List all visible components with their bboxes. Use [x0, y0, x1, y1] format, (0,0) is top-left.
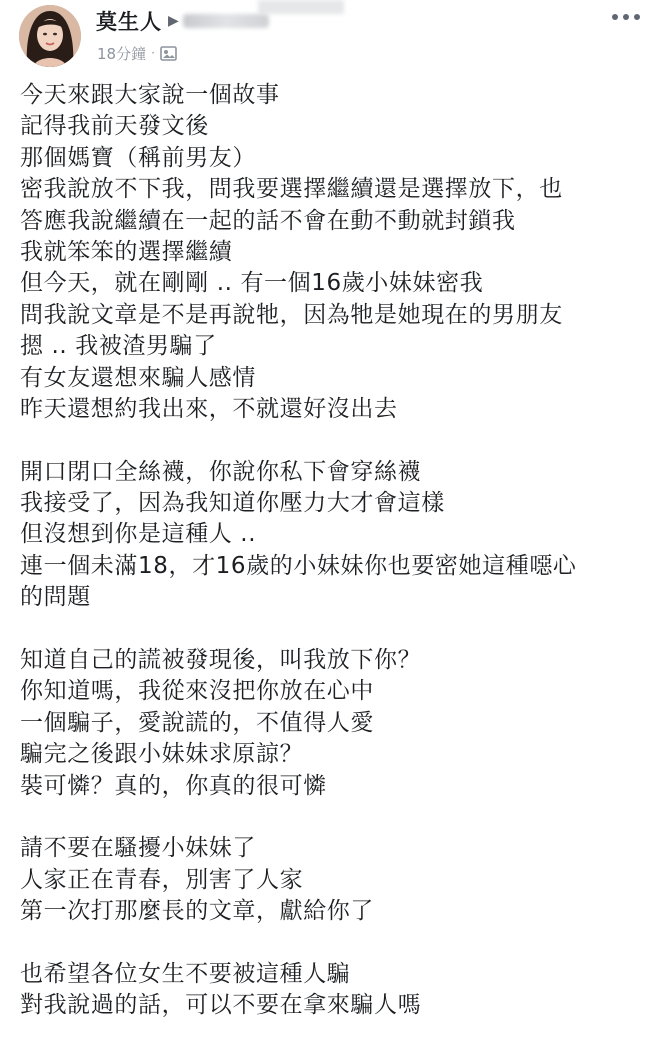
- meta-separator: ·: [151, 46, 155, 60]
- avatar[interactable]: [19, 5, 81, 67]
- post-text-line: 答應我說繼續在一起的話不會在動不動就封鎖我: [20, 207, 516, 234]
- post-text-line: 裝可憐？真的，你真的很可憐: [20, 772, 327, 799]
- post-text-line: 人家正在青春，別害了人家: [20, 866, 304, 893]
- cropped-top-text: [258, 0, 344, 14]
- post-text-line: 你知道嗎，我從來沒把你放在心中: [20, 678, 374, 705]
- post-text-line: 的問題: [20, 584, 91, 611]
- paragraph-gap: [20, 928, 645, 959]
- blurred-recipient: [183, 14, 269, 28]
- post-text-line: 騙完之後跟小妹妹求原諒？: [20, 741, 304, 768]
- post-text-line: 開口閉口全絲襪，你說你私下會穿絲襪: [20, 458, 422, 485]
- post-text-line: 知道自己的謊被發現後，叫我放下你？: [20, 647, 422, 674]
- post-text-line: 昨天還想約我出來，不就還好沒出去: [20, 395, 398, 422]
- author-row: [96, 6, 269, 36]
- play-arrow-icon: ▶: [168, 13, 179, 29]
- paragraph-gap: [20, 802, 645, 833]
- post-header: [0, 0, 660, 78]
- post-text-line: 問我說文章是不是再說牠，因為牠是她現在的男朋友: [20, 301, 563, 328]
- post-text-line: 但今天，就在剛剛 .. 有一個16歲小妹妹密我: [20, 270, 484, 297]
- post-text-line: 有女友還想來騙人感情: [20, 364, 256, 391]
- post-text-line: 但沒想到你是這種人 ..: [20, 521, 257, 548]
- post-text-line: 第一次打那麼長的文章，獻給你了: [20, 898, 374, 925]
- post-text-line: 密我說放不下我，問我要選擇繼續還是選擇放下，也: [20, 176, 563, 203]
- post-text-line: 摁 .. 我被渣男騙了: [20, 333, 217, 360]
- more-options-icon[interactable]: [612, 14, 640, 20]
- paragraph-gap: [20, 425, 645, 456]
- post-body: [20, 80, 645, 1022]
- post-text-line: 我就笨笨的選擇繼續: [20, 238, 233, 265]
- post-text-line: 對我說過的話，可以不要在拿來騙人嗎: [20, 992, 422, 1019]
- post-text-line: 那個媽寶（稱前男友）: [20, 144, 256, 171]
- privacy-icon: [160, 46, 177, 61]
- post-text-line: 也希望各位女生不要被這種人騙: [20, 960, 351, 987]
- author-name[interactable]: 莫生人: [96, 10, 162, 34]
- post-text-line: 我接受了，因為我知道你壓力大才會這樣: [20, 490, 445, 517]
- paragraph-gap: [20, 614, 645, 645]
- post-text-line: 記得我前天發文後: [20, 113, 209, 140]
- post-text-line: 一個騙子，愛說謊的，不值得人愛: [20, 709, 374, 736]
- post-text-line: 連一個未滿18，才16歲的小妹妹你也要密她這種噁心: [20, 552, 577, 579]
- post-time[interactable]: 18分鐘: [97, 44, 147, 63]
- post-text-line: 請不要在騷擾小妹妹了: [20, 835, 256, 862]
- post-text-line: 今天來跟大家說一個故事: [20, 82, 280, 108]
- post-meta: [97, 42, 177, 64]
